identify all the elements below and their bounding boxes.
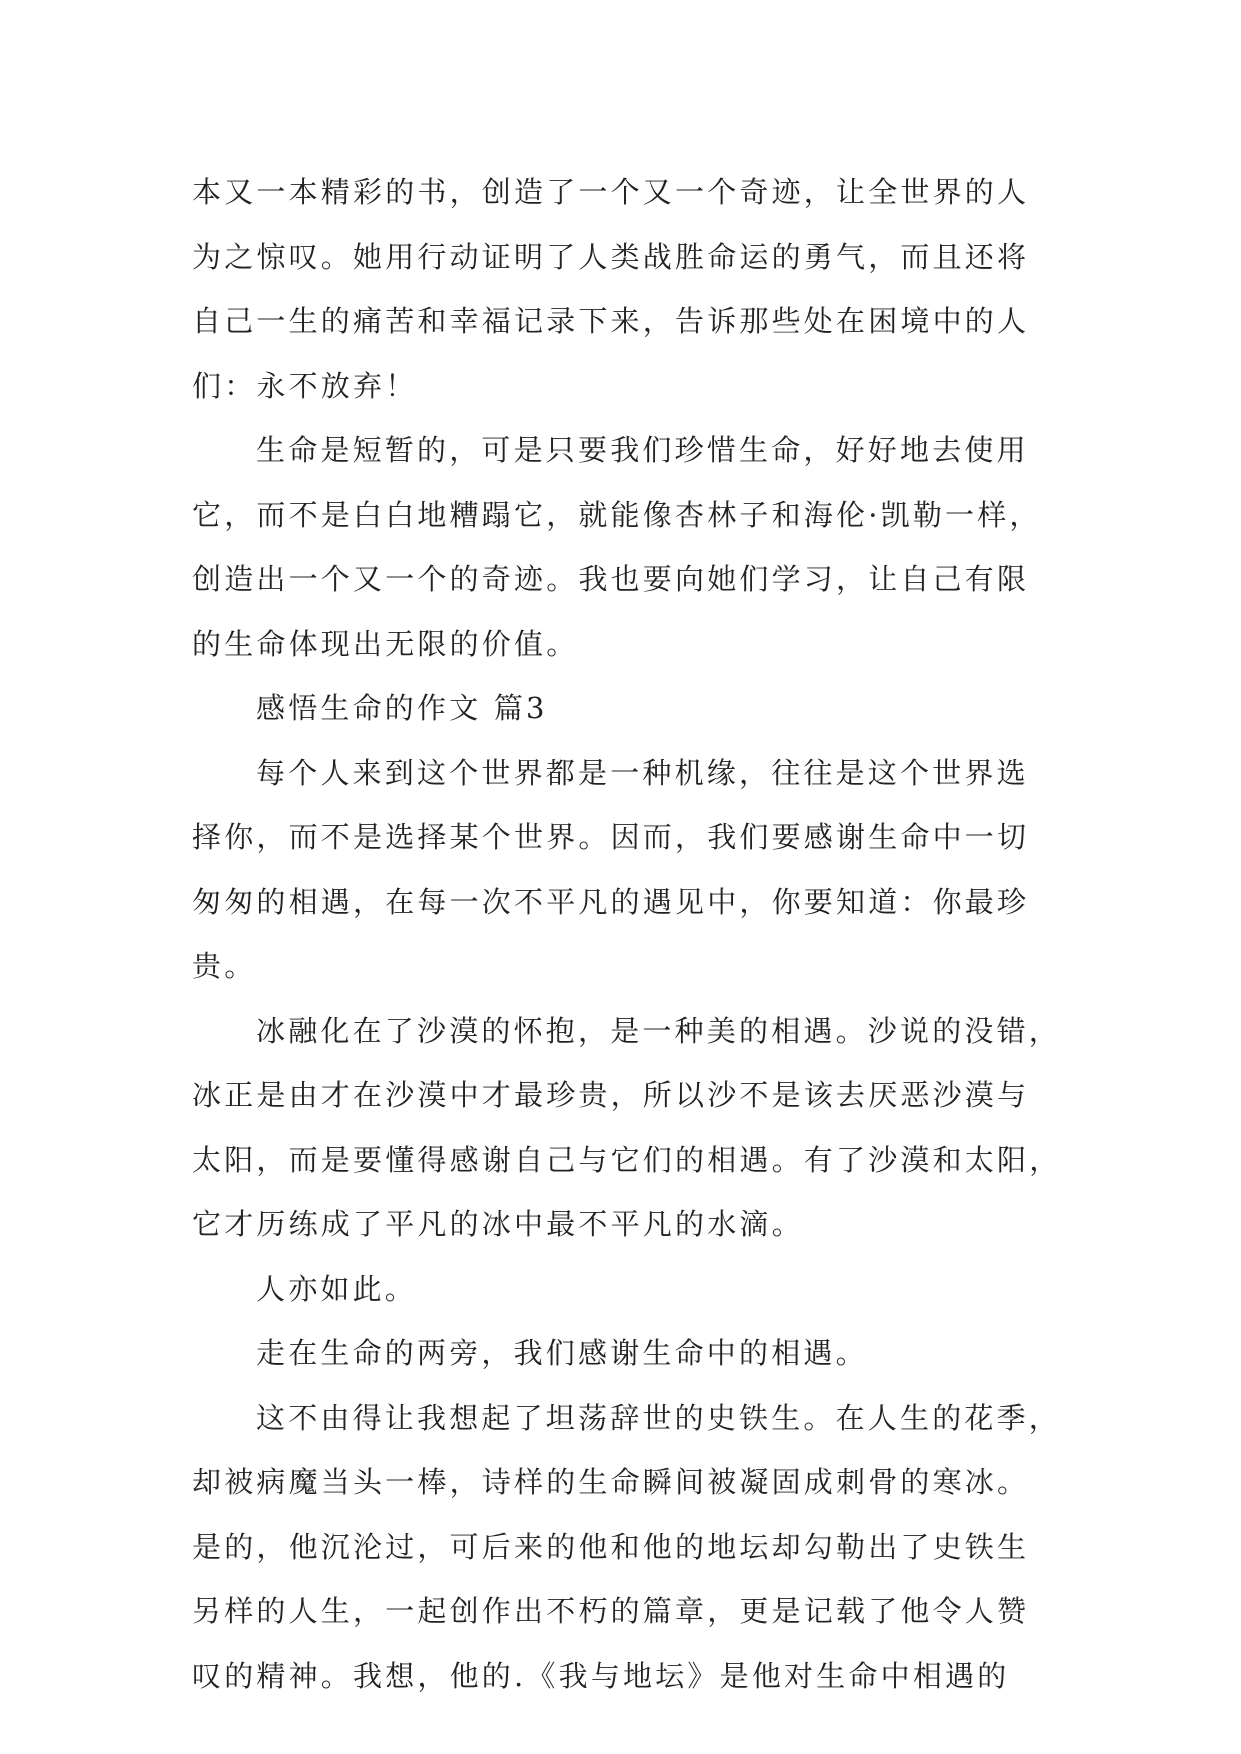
text-line: 冰融化在了沙漠的怀抱，是一种美的相遇。沙说的没错， (256, 1013, 1062, 1048)
text-line: 们：永不放弃！ (192, 368, 418, 403)
text-line: 为之惊叹。她用行动证明了人类战胜命运的勇气，而且还将 (192, 239, 1030, 274)
text-line: 是的，他沉沦过，可后来的他和他的地坛却勾勒出了史铁生 (192, 1529, 1030, 1564)
text-line: 的生命体现出无限的价值。 (192, 626, 579, 661)
text-line: 走在生命的两旁，我们感谢生命中的相遇。 (256, 1336, 868, 1370)
text-line: 自己一生的痛苦和幸福记录下来，告诉那些处在困境中的人 (192, 304, 1030, 338)
section-heading: 感悟生命的作文 篇3 (256, 691, 548, 725)
text-line: 叹的精神。我想，他的.《我与地坛》是他对生命中相遇的 (192, 1658, 1010, 1693)
text-line: 人亦如此。 (256, 1271, 418, 1306)
text-line: 本又一本精彩的书，创造了一个又一个奇迹，让全世界的人 (192, 175, 1030, 209)
text-line: 另样的人生，一起创作出不朽的篇章，更是记载了他令人赞 (192, 1594, 1030, 1628)
article-body (192, 160, 1072, 1708)
text-line: 每个人来到这个世界都是一种机缘，往往是这个世界选 (256, 755, 1029, 790)
text-line: 贵。 (192, 949, 257, 983)
text-line: 它，而不是白白地糟蹋它，就能像杏林子和海伦·凯勒一样， (192, 497, 1042, 532)
text-line: 太阳，而是要懂得感谢自己与它们的相遇。有了沙漠和太阳， (192, 1142, 1062, 1177)
text-line: 却被病魔当头一棒，诗样的生命瞬间被凝固成刺骨的寒冰。 (192, 1465, 1030, 1499)
text-line: 匆匆的相遇，在每一次不平凡的遇见中，你要知道：你最珍 (192, 884, 1030, 919)
text-line: 择你，而不是选择某个世界。因而，我们要感谢生命中一切 (192, 820, 1030, 854)
text-line: 这不由得让我想起了坦荡辞世的史铁生。在人生的花季， (256, 1400, 1062, 1435)
text-line: 创造出一个又一个的奇迹。我也要向她们学习，让自己有限 (192, 562, 1030, 596)
text-line: 生命是短暂的，可是只要我们珍惜生命，好好地去使用 (256, 433, 1029, 467)
text-line: 它才历练成了平凡的冰中最不平凡的水滴。 (192, 1207, 804, 1241)
text-line: 冰正是由才在沙漠中才最珍贵，所以沙不是该去厌恶沙漠与 (192, 1078, 1030, 1112)
